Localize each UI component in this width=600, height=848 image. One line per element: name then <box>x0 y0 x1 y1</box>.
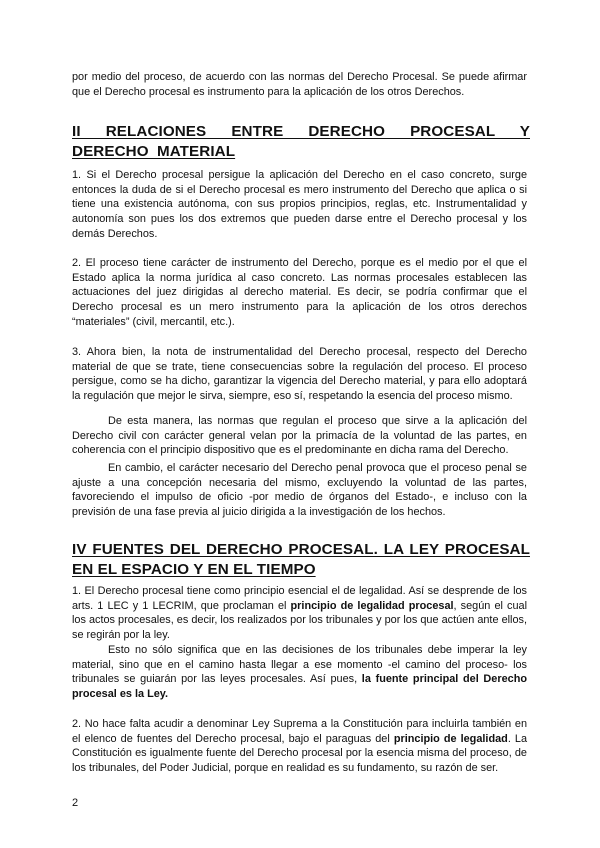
paragraph-2-3: 3. Ahora bien, la nota de instrumentalidad del Derecho procesal, respecto del Derecho material de que se trate, tiene consecuencias sobre la regulación del proceso. El proceso persigue, como se ha dicho, garantizar la vigencia del Derecho material, y para ello adoptará la regulación que mejor le sirva, siempre, eso sí, respetando la esencia del proceso mismo. <box>72 346 527 403</box>
paragraph-2-2: 2. El proceso tiene carácter de instrumento del Derecho, porque es el medio por el que el Estado aplica la norma jurídica al caso concreto. Las normas procesales establecen las actuaciones del juez dirigidas al derecho material. Es decir, se podría confirmar que el Derecho procesal es un mero instrumento para la aplicación de los otros derechos “materiales” (civil, mercantil, etc.). <box>72 257 527 328</box>
paragraph-4-3: 2. No hace falta acudir a denominar Ley Suprema a la Constitución para incluirla también en el elenco de fuentes del Derecho procesal, bajo el paraguas del principio de legalidad. La Constitución es igualmente fuente del Derecho procesal por la esencia misma del proceso, de los tribunales, del Poder Judicial, porque en realidad es su fundamento, su razón de ser. <box>72 718 527 775</box>
intro-paragraph: por medio del proceso, de acuerdo con las normas del Derecho Procesal. Se puede afirmar que el Derecho procesal es instrumento para la aplicación de los otros Derechos. <box>72 71 527 98</box>
paragraph-4-2: Esto no sólo significa que en las decisiones de los tribunales debe imperar la ley material, sino que en el camino hasta llegar a ese momento -el camino del proceso- los tribunales se guiarán por las leyes procesales. Así pues, la fuente principal del Derecho procesal es la Ley. <box>72 644 527 701</box>
paragraph-2-5: En cambio, el carácter necesario del Derecho penal provoca que el proceso penal se ajuste a una concepción necesaria del mismo, excluyendo la voluntad de las partes, favoreciendo el impulso de oficio -por medio de órganos del Estado-, e incluso con la previsión de una fase previa al juicio dirigida a la investigación de los hechos. <box>72 462 527 519</box>
paragraph-4-1: 1. El Derecho procesal tiene como principio esencial el de legalidad. Así se desprende de los arts. 1 LEC y 1 LECRIM, que proclaman el principio de legalidad procesal, según el cual los actos procesales, es decir, los realizados por los tribunales y por los que actúen ante ellos, se regirán por la ley. <box>72 585 528 642</box>
paragraph-2-1: 1. Si el Derecho procesal persigue la aplicación del Derecho en el caso concreto, surge entonces la duda de si el Derecho procesal es mero instrumento del Derecho que aplica o si tiene una existencia autónoma, con sus propios principios, reglas, etc. Instrumentalidad y autonomía son pues los dos extremos que pueden darse entre el Derecho procesal y los demás Derechos. <box>72 169 527 240</box>
paragraph-2-4: De esta manera, las normas que regulan el proceso que sirve a la aplicación del Derecho civil con carácter general velan por la primacía de la voluntad de las partes, en coherencia con el principio dispositivo que es el predominante en dicha rama del Derecho. <box>72 415 527 457</box>
section-heading-fuentes: IV FUENTES DEL DERECHO PROCESAL. LA LEY PROCESAL EN EL ESPACIO Y EN EL TIEMPO <box>72 541 530 578</box>
page-number: 2 <box>72 797 79 809</box>
section-heading-relaciones: II RELACIONES ENTRE DERECHO PROCESAL Y DERECHO MATERIAL <box>72 123 530 160</box>
